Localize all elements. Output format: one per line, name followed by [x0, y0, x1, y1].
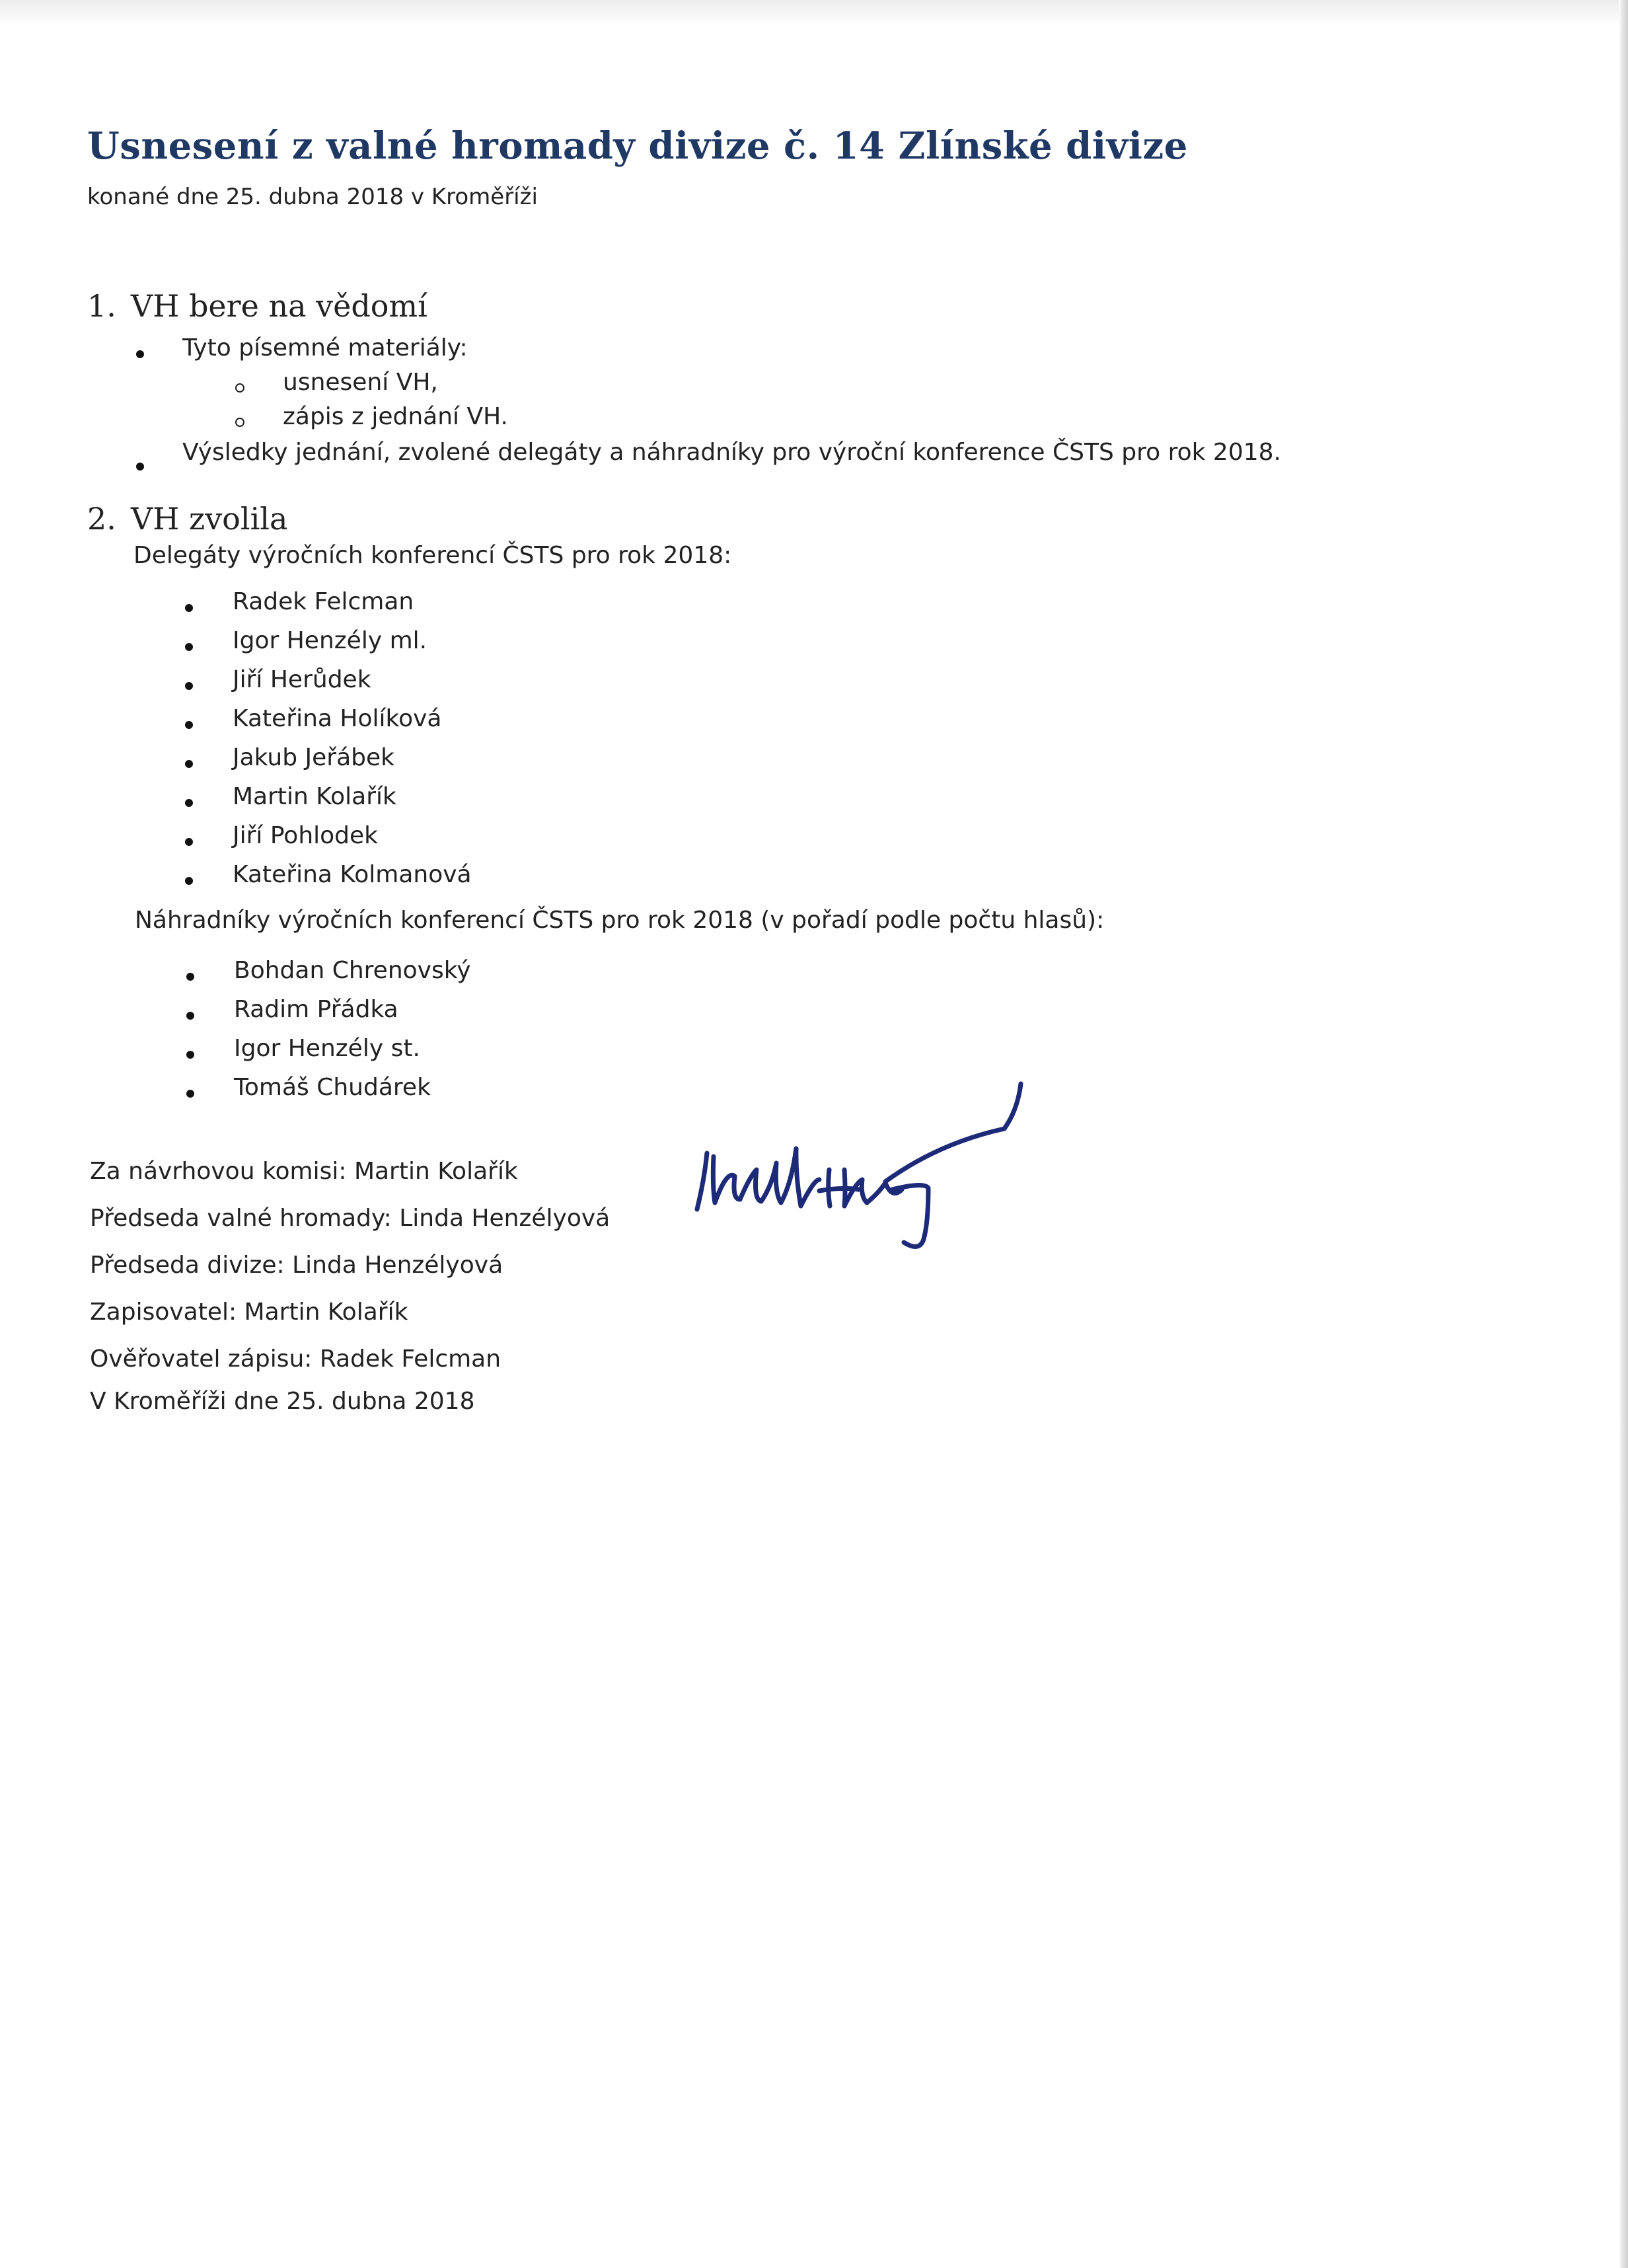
- bullet-icon: [186, 1012, 194, 1020]
- substitutes-label: Náhradníky výročních konferencí ČSTS pro rok 2018 (v pořadí podle počtu hlasů):: [135, 907, 1105, 934]
- bullet-icon: [136, 463, 144, 471]
- section-2-title: VH zvolila: [131, 501, 288, 537]
- bullet-icon: [186, 973, 194, 981]
- circle-bullet-icon: [235, 383, 244, 393]
- footer-line: Ověřovatel zápisu: Radek Felcman: [90, 1345, 501, 1373]
- list-item: Martin Kolařík: [233, 783, 396, 810]
- document-subtitle: konané dne 25. dubna 2018 v Kroměříži: [87, 184, 538, 210]
- section-2-heading: [87, 501, 287, 537]
- bullet-icon: [185, 643, 193, 651]
- scan-right-edge: [1619, 0, 1628, 2268]
- list-item: Jiří Pohlodek: [233, 822, 379, 849]
- list-item: Igor Henzély st.: [234, 1035, 420, 1062]
- bullet-icon: [136, 350, 144, 358]
- document-title: Usnesení z valné hromady divize č. 14 Zlínské divize: [87, 124, 1188, 168]
- handwritten-signature: [661, 1071, 1031, 1256]
- delegates-label: Delegáty výročních konferencí ČSTS pro rok 2018:: [133, 542, 732, 569]
- list-item: Radek Felcman: [233, 588, 414, 615]
- bullet-icon: [185, 682, 193, 690]
- bullet-icon: [185, 877, 193, 885]
- scan-top-shadow: [0, 0, 1628, 26]
- bullet-icon: [186, 1051, 194, 1059]
- list-item: Radim Přádka: [234, 996, 398, 1023]
- bullet-icon: [185, 721, 193, 729]
- section-1-title: VH bere na vědomí: [131, 288, 427, 324]
- sub-list-item: zápis z jednání VH.: [283, 403, 508, 430]
- section-1-heading: [87, 288, 427, 324]
- footer-line: Předseda valné hromady: Linda Henzélyová: [90, 1205, 610, 1232]
- list-item: Výsledky jednání, zvolené delegáty a náhradníky pro výroční konference ČSTS pro rok 2018.: [182, 439, 1281, 466]
- list-item: Bohdan Chrenovský: [234, 957, 471, 984]
- section-1-number: 1.: [87, 288, 116, 324]
- section-2-number: 2.: [87, 501, 116, 537]
- list-item: Tyto písemné materiály:: [182, 334, 468, 361]
- list-item: Kateřina Holíková: [233, 705, 442, 732]
- bullet-icon: [185, 760, 193, 768]
- list-item: Kateřina Kolmanová: [233, 861, 472, 888]
- footer-line: Předseda divize: Linda Henzélyová: [90, 1252, 503, 1279]
- bullet-icon: [185, 838, 193, 846]
- bullet-icon: [186, 1090, 194, 1098]
- list-item: Jakub Jeřábek: [233, 744, 395, 771]
- bullet-icon: [185, 604, 193, 612]
- sub-list-item: usnesení VH,: [283, 369, 438, 396]
- list-item: Tomáš Chudárek: [234, 1074, 431, 1101]
- footer-line: Za návrhovou komisi: Martin Kolařík: [90, 1158, 518, 1185]
- circle-bullet-icon: [235, 418, 244, 427]
- list-item: Igor Henzély ml.: [233, 627, 427, 654]
- footer-line: V Kroměříži dne 25. dubna 2018: [90, 1388, 475, 1415]
- bullet-icon: [185, 799, 193, 807]
- footer-line: Zapisovatel: Martin Kolařík: [90, 1299, 408, 1326]
- list-item: Jiří Herůdek: [233, 666, 371, 693]
